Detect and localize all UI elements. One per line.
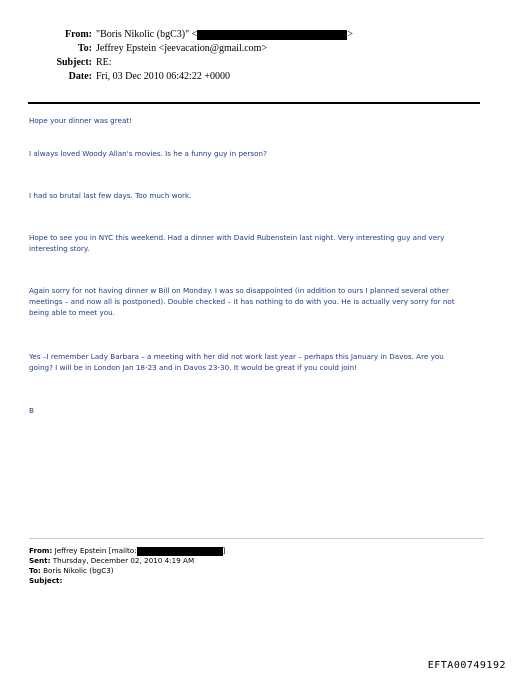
reply-from-close: ] [222, 546, 226, 555]
subject-value: RE: [96, 57, 112, 68]
body-paragraph: I always loved Woody Allan's movies. Is he a funny guy in person? [29, 149, 267, 158]
redaction-bar [197, 30, 347, 40]
body-line: interesting story. [29, 244, 90, 253]
reply-divider [29, 538, 484, 539]
bates-number: EFTA00749192 [427, 660, 506, 671]
reply-sent-value: Thursday, December 02, 2010 4:19 AM [52, 556, 195, 565]
to-label: To: [77, 43, 92, 54]
reply-from-label: From: [29, 546, 53, 555]
from-label: From: [64, 29, 92, 40]
body-paragraph [29, 232, 479, 254]
reply-sent-row [29, 556, 194, 566]
reply-from-value: Jeffrey Epstein [mailto: [54, 546, 137, 555]
signature-initial: B [29, 406, 34, 415]
reply-from-row [29, 546, 225, 556]
from-name: "Boris Nikolic (bgC3)" < [96, 29, 198, 40]
body-line: Hope to see you in NYC this weekend. Had a dinner with David Rubenstein last night. Very interesting guy and very [29, 233, 445, 242]
body-line: being able to meet you. [29, 308, 115, 317]
body-paragraph: Hope your dinner was great! [29, 116, 133, 125]
body-paragraph: I had so brutal last few days. Too much work. [29, 191, 192, 200]
body-line: Again sorry for not having dinner w Bill on Monday. I was so disappointed (in addition to ours I planned several other [29, 286, 449, 295]
reply-sent-label: Sent: [29, 556, 51, 565]
body-paragraph [29, 285, 479, 318]
reply-to-row [29, 566, 114, 576]
date-label: Date: [68, 71, 92, 82]
reply-subject-row [29, 576, 62, 586]
header-date-row [0, 70, 512, 84]
body-paragraph [29, 351, 479, 373]
header-divider [28, 102, 480, 104]
header-from-row [0, 28, 512, 42]
subject-label: Subject: [56, 57, 92, 68]
reply-to-label: To: [29, 566, 41, 575]
body-line: meetings – and now all is postponed). Double checked – it has nothing to do with you. He is actually very sorry for not [29, 297, 455, 306]
reply-subject-label: Subject: [29, 576, 63, 585]
body-line: Yes –I remember Lady Barbara – a meeting with her did not work last year – perhaps this January in Davos. Are you [29, 352, 444, 361]
from-close: > [347, 29, 353, 40]
header-to-row [0, 42, 512, 56]
to-value: Jeffrey Epstein <jeevacation@gmail.com> [96, 43, 268, 54]
body-line: going? I will be in London Jan 18-23 and in Davos 23-30. It would be great if you could join! [29, 363, 358, 372]
redaction-bar [137, 547, 223, 556]
reply-to-value: Boris Nikolic (bgC3) [43, 566, 114, 575]
header-subject-row [0, 56, 512, 70]
from-value [96, 28, 353, 42]
date-value: Fri, 03 Dec 2010 06:42:22 +0000 [96, 71, 230, 82]
